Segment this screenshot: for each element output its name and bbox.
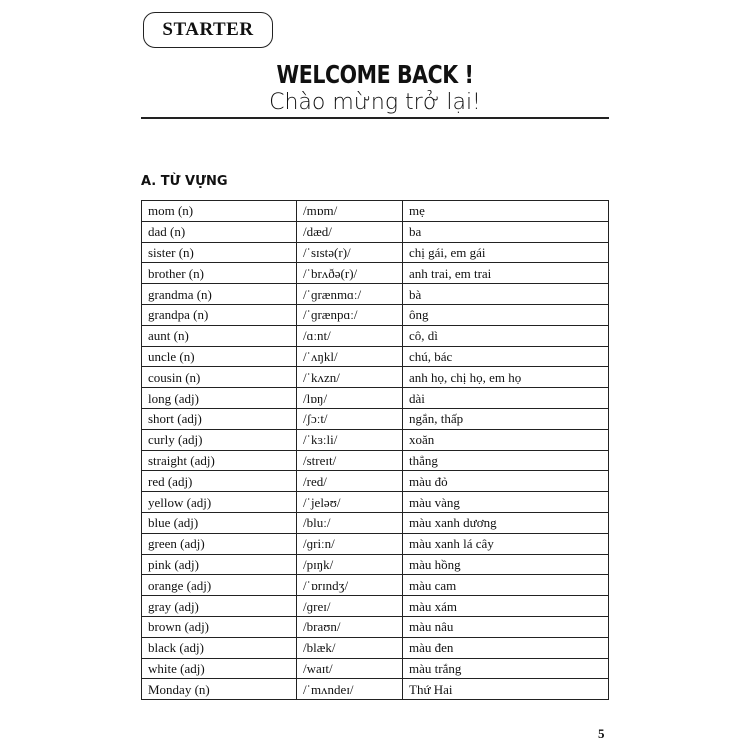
vocab-meaning: ông	[403, 304, 609, 325]
vocab-meaning: mẹ	[403, 201, 609, 222]
vocab-phonetic: /ˈmʌndeɪ/	[297, 679, 403, 700]
vocab-meaning: xoăn	[403, 429, 609, 450]
vocab-meaning: anh trai, em trai	[403, 263, 609, 284]
vocab-phonetic: /blæk/	[297, 637, 403, 658]
vocab-word: brother (n)	[142, 263, 297, 284]
vocab-phonetic: /streɪt/	[297, 450, 403, 471]
page-title: WELCOME BACK !	[276, 60, 474, 89]
table-row	[142, 492, 609, 513]
vocab-meaning: màu vàng	[403, 492, 609, 513]
vocab-meaning: màu cam	[403, 575, 609, 596]
vocab-phonetic: /ˈbrʌðə(r)/	[297, 263, 403, 284]
vocab-phonetic: /ˈɡrænmɑː/	[297, 284, 403, 305]
table-row	[142, 471, 609, 492]
vocab-meaning: Thứ Hai	[403, 679, 609, 700]
vocab-word: green (adj)	[142, 533, 297, 554]
vocab-word: Monday (n)	[142, 679, 297, 700]
vocab-phonetic: /ˈʌŋkl/	[297, 346, 403, 367]
title-divider	[141, 117, 609, 119]
vocab-word: red (adj)	[142, 471, 297, 492]
vocab-meaning: ngắn, thấp	[403, 408, 609, 429]
table-row	[142, 367, 609, 388]
vocab-phonetic: /dæd/	[297, 221, 403, 242]
table-row	[142, 304, 609, 325]
vocab-word: uncle (n)	[142, 346, 297, 367]
vocab-phonetic: /pɪŋk/	[297, 554, 403, 575]
vocab-phonetic: /ʃɔːt/	[297, 408, 403, 429]
table-row	[142, 596, 609, 617]
table-row	[142, 408, 609, 429]
vocab-meaning: màu nâu	[403, 616, 609, 637]
vocab-word: dad (n)	[142, 221, 297, 242]
vocab-phonetic: /braʊn/	[297, 616, 403, 637]
vocab-phonetic: /ɡriːn/	[297, 533, 403, 554]
vocab-word: blue (adj)	[142, 512, 297, 533]
vocab-word: sister (n)	[142, 242, 297, 263]
page-subtitle: Chào mừng trở lại!	[269, 90, 481, 115]
vocab-phonetic: /ˈɒrɪndʒ/	[297, 575, 403, 596]
vocab-word: aunt (n)	[142, 325, 297, 346]
vocab-meaning: bà	[403, 284, 609, 305]
vocab-meaning: màu xanh lá cây	[403, 533, 609, 554]
vocab-phonetic: /ˈkɜːli/	[297, 429, 403, 450]
vocab-meaning: chú, bác	[403, 346, 609, 367]
vocab-word: short (adj)	[142, 408, 297, 429]
vocab-phonetic: /bluː/	[297, 512, 403, 533]
vocab-word: grandma (n)	[142, 284, 297, 305]
vocab-word: long (adj)	[142, 388, 297, 409]
table-row	[142, 575, 609, 596]
vocab-meaning: màu hồng	[403, 554, 609, 575]
table-row	[142, 616, 609, 637]
section-title: A. TỪ VỰNG	[141, 174, 228, 189]
table-row	[142, 201, 609, 222]
vocab-phonetic: /lɒŋ/	[297, 388, 403, 409]
vocab-meaning: thẳng	[403, 450, 609, 471]
vocab-phonetic: /ˈkʌzn/	[297, 367, 403, 388]
vocab-meaning: dài	[403, 388, 609, 409]
table-row	[142, 242, 609, 263]
vocab-phonetic: /ɡreɪ/	[297, 596, 403, 617]
table-row	[142, 658, 609, 679]
vocab-word: pink (adj)	[142, 554, 297, 575]
vocab-meaning: màu xanh dương	[403, 512, 609, 533]
table-row	[142, 554, 609, 575]
vocab-word: brown (adj)	[142, 616, 297, 637]
table-row	[142, 221, 609, 242]
table-row	[142, 284, 609, 305]
table-row	[142, 263, 609, 284]
vocab-phonetic: /waɪt/	[297, 658, 403, 679]
vocab-meaning: anh họ, chị họ, em họ	[403, 367, 609, 388]
vocab-meaning: màu trắng	[403, 658, 609, 679]
vocab-meaning: màu đen	[403, 637, 609, 658]
vocab-phonetic: /mɒm/	[297, 201, 403, 222]
vocab-meaning: màu xám	[403, 596, 609, 617]
vocab-word: curly (adj)	[142, 429, 297, 450]
vocab-phonetic: /ˈjeləʊ/	[297, 492, 403, 513]
vocab-word: white (adj)	[142, 658, 297, 679]
vocabulary-table	[141, 200, 609, 700]
vocab-meaning: ba	[403, 221, 609, 242]
table-row	[142, 679, 609, 700]
vocab-meaning: chị gái, em gái	[403, 242, 609, 263]
vocab-phonetic: /ˈɡrænpɑː/	[297, 304, 403, 325]
vocab-word: straight (adj)	[142, 450, 297, 471]
chapter-badge: STARTER	[143, 12, 273, 48]
vocab-word: yellow (adj)	[142, 492, 297, 513]
vocab-word: orange (adj)	[142, 575, 297, 596]
table-row	[142, 450, 609, 471]
table-row	[142, 346, 609, 367]
vocab-phonetic: /red/	[297, 471, 403, 492]
vocab-word: grandpa (n)	[142, 304, 297, 325]
table-row	[142, 512, 609, 533]
vocab-word: mom (n)	[142, 201, 297, 222]
vocab-word: black (adj)	[142, 637, 297, 658]
table-row	[142, 388, 609, 409]
vocab-meaning: màu đỏ	[403, 471, 609, 492]
vocab-word: gray (adj)	[142, 596, 297, 617]
table-row	[142, 533, 609, 554]
vocab-meaning: cô, dì	[403, 325, 609, 346]
vocab-word: cousin (n)	[142, 367, 297, 388]
table-row	[142, 637, 609, 658]
table-row	[142, 325, 609, 346]
vocab-phonetic: /ˈsɪstə(r)/	[297, 242, 403, 263]
table-row	[142, 429, 609, 450]
vocab-phonetic: /ɑːnt/	[297, 325, 403, 346]
page-number: 5	[598, 726, 605, 741]
